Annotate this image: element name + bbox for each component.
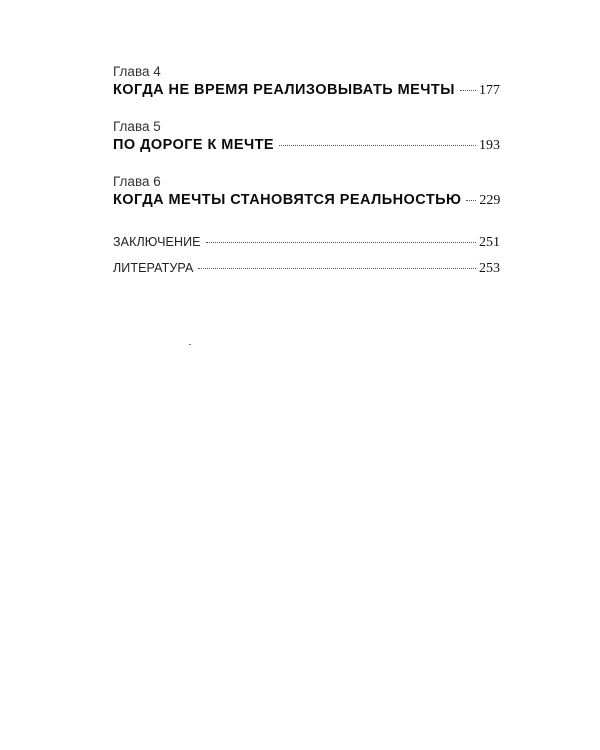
chapter-title: КОГДА МЕЧТЫ СТАНОВЯТСЯ РЕАЛЬНОСТЬЮ [113,192,462,208]
chapter-number: Глава 4 [113,64,161,79]
toc-chapter-6 [113,174,500,210]
section-title: ЛИТЕРАТУРА [113,261,194,275]
section-title: ЗАКЛЮЧЕНИЕ [113,235,201,249]
chapter-title: КОГДА НЕ ВРЕМЯ РЕАЛИЗОВЫВАТЬ МЕЧТЫ [113,82,455,98]
chapter-number: Глава 5 [113,119,161,134]
toc-entry [113,80,500,100]
page-number: 253 [479,261,500,276]
toc-entry-conclusion [113,229,500,255]
dot-leader [206,242,476,243]
page-number: 251 [479,235,500,250]
page-number: 177 [479,83,500,98]
toc-chapter-4 [113,64,500,100]
toc-entry [113,190,500,210]
table-of-contents [113,64,500,281]
page-number: 229 [479,193,501,208]
dot-leader [198,268,476,269]
toc-back-matter [113,229,500,281]
scan-speck [189,344,191,345]
dot-leader [466,200,476,201]
toc-chapter-5 [113,119,500,155]
toc-entry-literature [113,255,500,281]
chapter-number: Глава 6 [113,174,161,189]
toc-entry [113,135,500,155]
page-number: 193 [479,138,500,153]
dot-leader [279,145,476,146]
dot-leader [460,90,476,91]
chapter-title: ПО ДОРОГЕ К МЕЧТЕ [113,137,275,153]
